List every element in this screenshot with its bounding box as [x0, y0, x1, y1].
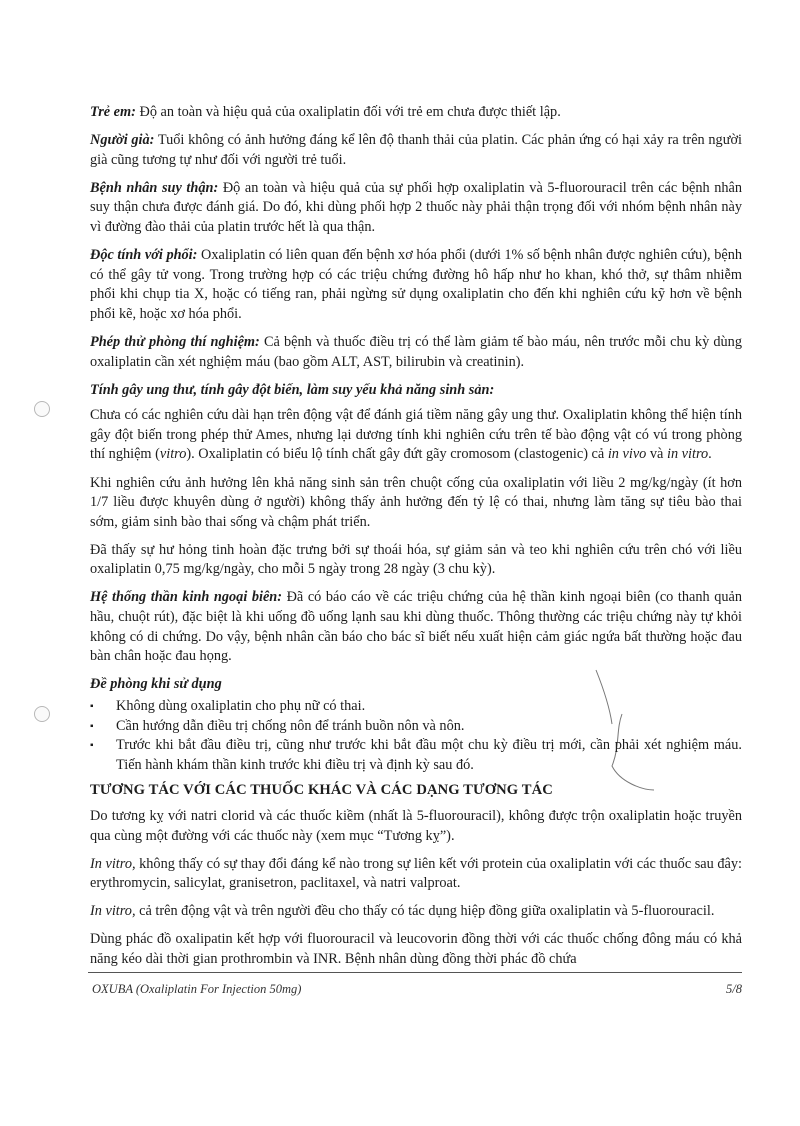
text-children: Độ an toàn và hiệu quả của oxaliplatin đối với trẻ em chưa được thiết lập. — [135, 104, 561, 120]
label-children: Trẻ em: — [90, 104, 136, 120]
footer-product: OXUBA (Oxaliplatin For Injection 50mg) — [92, 982, 302, 996]
footer-page-number: 5/8 — [726, 982, 742, 996]
para-carcinogenicity-1 — [90, 406, 742, 465]
text-carc-vitro: vitro — [159, 446, 187, 463]
text-carc-and: và — [646, 446, 667, 463]
para-interactions-1: Do tương kỵ với natri clorid và các thuốc kiềm (nhất là 5-fluorouracil), không được trộn oxaliplatin hoặc truyền qua cùng một đường với các thuốc này (xem mục “Tương kỵ”). — [90, 807, 742, 844]
label-renal: Bệnh nhân suy thận: — [90, 179, 219, 196]
para-children — [90, 103, 742, 123]
text-pulmonary: Oxaliplatin có liên quan đến bệnh xơ hóa phổi (dưới 1% số bệnh nhân được nghiên cứu), bệnh có thể gây tử vong. Trong trường hợp có các triệu chứng đường hô hấp như ho khan, khó thở, sự thâm nhiễm phổi khi chụp tia X, hoặc có tiếng ran, phải ngừng sử dụng oxaliplatin cho đến khi nghiên cứu kỹ hơn về bệnh phổi kẽ, hoặc xơ hóa phổi. — [90, 247, 742, 322]
list-item-text: Cần hướng dẫn điều trị chống nôn để tránh buồn nôn và nôn. — [116, 717, 465, 734]
text-elderly: Tuổi không có ảnh hưởng đáng kể lên độ thanh thải của platin. Các phản ứng có hại xảy ra trên người già cũng tương tự như đối với người trẻ tuổi. — [90, 132, 742, 168]
text-peripheral-nerve: Đã có báo cáo về các triệu chứng của hệ thần kinh ngoại biên (co thanh quản hầu, chuột rút), đặc biệt là khi uống đồ uống lạnh sau khi dùng thuốc. Thông thường các triệu chứng này tự khỏi không có di chứng. Do vậy, bệnh nhân cần báo cho bác sĩ biết nếu xuất hiện cảm giác ngứa bất thường hoặc đau bàn chân hoặc đau họng. — [90, 589, 742, 665]
bullet-marker: ▪ — [90, 700, 94, 712]
para-peripheral-nerve — [90, 588, 742, 666]
section-title-interactions: TƯƠNG TÁC VỚI CÁC THUỐC KHÁC VÀ CÁC DẠNG TƯƠNG TÁC — [90, 782, 553, 799]
punch-hole-bottom — [34, 706, 50, 722]
para-pulmonary — [90, 246, 742, 324]
list-item — [90, 697, 742, 717]
text-invitro-2: In vitro, — [90, 903, 136, 920]
para-carcinogenicity-3: Đã thấy sự hư hỏng tinh hoàn đặc trưng bởi sự thoái hóa, sự giảm sản và teo khi nghiên cứu trên chó với liều oxaliplatin 0,75 mg/kg/ngày, cho mỗi 5 ngày trong 28 ngày (3 chu kỳ). — [90, 541, 742, 578]
label-elderly: Người già: — [90, 132, 155, 149]
para-interactions-4: Dùng phác đồ oxalipatin kết hợp với fluorouracil và leucovorin đồng thời với các thuốc chống đông máu có khả năng kéo dài thời gian prothrombin và INR. Bệnh nhân dùng đồng thời phác đồ chứa — [90, 931, 742, 967]
text-interactions-2: không thấy có sự thay đổi đáng kể nào trong sự liên kết với protein của oxaliplatin với các thuốc sau đây: erythromycin, salicylat, granisetron, paclitaxel, và natri valproat. — [90, 855, 743, 892]
para-interactions-2 — [90, 855, 742, 894]
text-invitro-1: In vitro, — [90, 855, 136, 872]
heading-precautions: Đề phòng khi sử dụng — [90, 676, 222, 693]
text-interactions-3: cả trên động vật và trên người đều cho thấy có tác dụng hiệp đồng giữa oxaliplatin và 5-fluorouracil. — [135, 903, 715, 920]
para-renal — [90, 179, 742, 238]
list-item — [90, 717, 742, 737]
text-carc-invivo: in vivo — [607, 446, 647, 463]
precautions-list — [90, 697, 742, 775]
text-carc-invitro: in vitro — [666, 446, 709, 463]
heading-carcinogenicity: Tính gây ung thư, tính gây đột biến, làm suy yếu khả năng sinh sản: — [90, 381, 495, 398]
para-elderly — [90, 131, 742, 170]
text-carc-1b: ). Oxaliplatin có biểu lộ tính chất gây đứt gãy cromosom (clastogenic) cả — [186, 446, 608, 463]
text-renal: Độ an toàn và hiệu quả của sự phối hợp oxaliplatin và 5-fluorouracil trên các bệnh nhân suy thận chưa được đánh giá. Do đó, khi dùng phối hợp 2 thuốc này phải thận trọng đối với nhóm bệnh nhân này vì đường đào thải của platin trước hết là qua thận. — [90, 179, 743, 235]
list-item-text: Trước khi bắt đầu điều trị, cũng như trước khi bắt đầu một chu kỳ điều trị mới, cần phải xét nghiệm máu. Tiến hành khám thần kinh trước khi điều trị và định kỳ sau đó. — [116, 737, 742, 773]
list-item — [90, 736, 742, 775]
footer-divider — [88, 972, 742, 973]
para-interactions-3 — [90, 902, 742, 922]
label-lab-tests: Phép thử phòng thí nghiệm: — [90, 333, 260, 350]
document-body — [90, 103, 742, 978]
bullet-marker: ▪ — [90, 720, 94, 732]
text-carc-end: . — [708, 446, 712, 463]
label-pulmonary: Độc tính với phổi: — [90, 247, 198, 264]
bullet-marker: ▪ — [90, 740, 94, 752]
punch-hole-top — [34, 401, 50, 417]
list-item-text: Không dùng oxaliplatin cho phụ nữ có thai. — [116, 697, 366, 714]
text-lab-tests: Cả bệnh và thuốc điều trị có thể làm giảm tế bào máu, nên trước mỗi chu kỳ dùng oxaliplatin cần xét nghiệm máu (bao gồm ALT, AST, bilirubin và creatinin). — [90, 333, 742, 370]
para-carcinogenicity-2: Khi nghiên cứu ảnh hưởng lên khả năng sinh sản trên chuột cống của oxaliplatin với liều 2 mg/kg/ngày (ít hơn 1/7 liều được khuyên dùng ở người) không thấy ảnh hưởng đến tỷ lệ có thai, nhưng làm tăng sự tiêu bào thai sớm, giảm sinh bào thai sống và chậm phát triển. — [90, 474, 742, 530]
text-carc-1a: Chưa có các nghiên cứu dài hạn trên động vật để đánh giá tiềm năng gây ung thư. Oxaliplatin không thể hiện tính gây đột biến trong phép thử Ames, nhưng lại dương tính khi nghiên cứu trên tế bào động vật có vú trong phòng thí nghiệm ( — [90, 407, 742, 463]
para-lab-tests — [90, 333, 742, 372]
label-peripheral-nerve: Hệ thống thần kinh ngoại biên: — [90, 589, 283, 606]
